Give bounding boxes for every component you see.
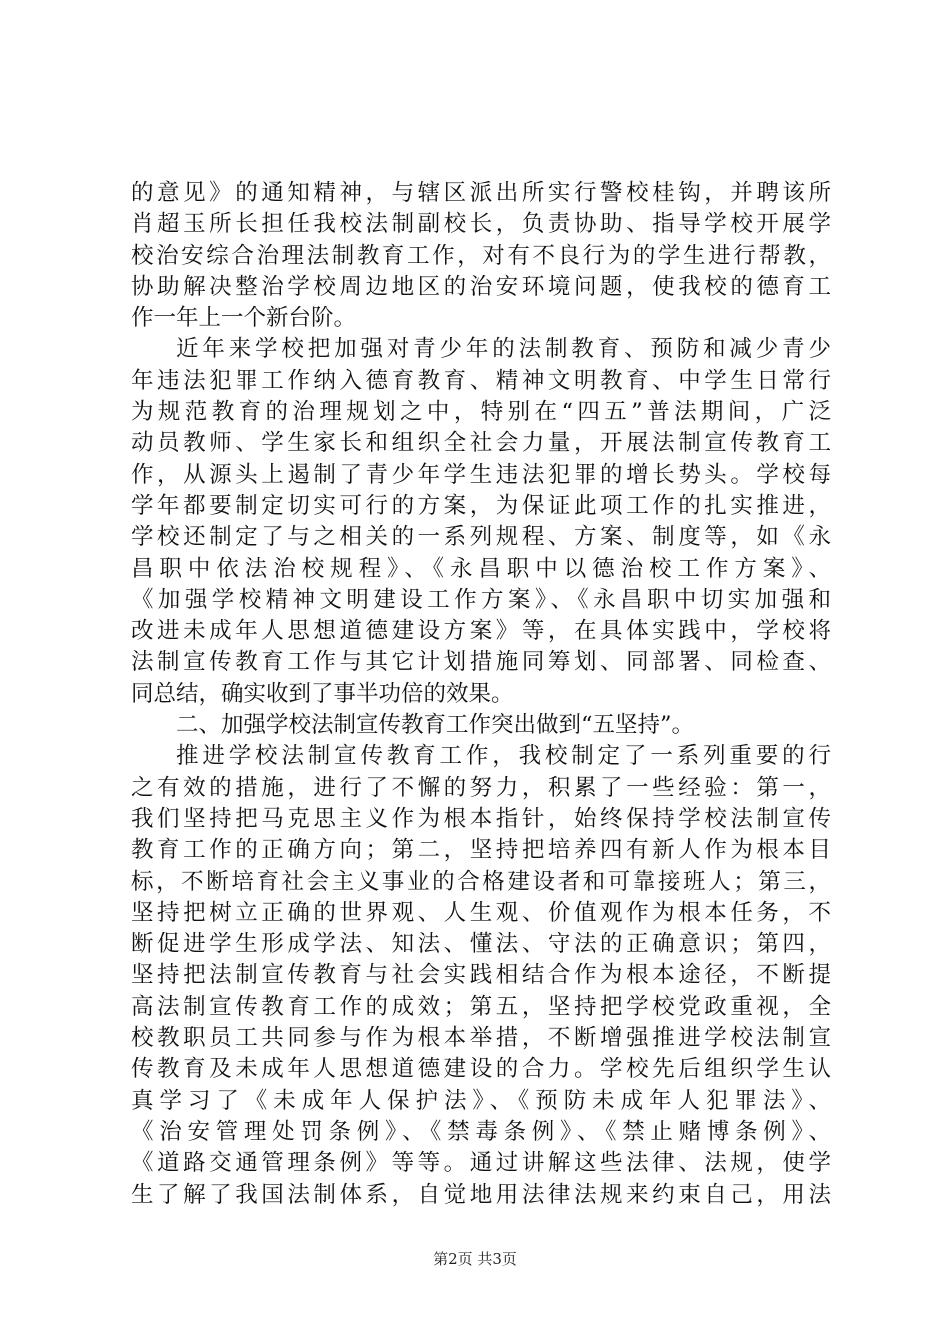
text-line: 真学习了《未成年人保护法》、《预防未成年人犯罪法》、 <box>131 1087 831 1114</box>
page-footer: 第2页 共3页 <box>433 1250 517 1268</box>
text-line: 昌职中依法治校规程》、《永昌职中以德治校工作方案》、 <box>131 555 831 582</box>
text-line: 改进未成年人思想道德建设方案》等，在具体实践中，学校将 <box>131 618 831 645</box>
text-line: 动员教师、学生家长和组织全社会力量，开展法制宣传教育工 <box>131 430 831 457</box>
text-line: 校教职员工共同参与作为根本举措，不断增强推进学校法制宣 <box>131 1025 831 1052</box>
text-line: 近年来学校把加强对青少年的法制教育、预防和减少青少 <box>176 336 831 363</box>
text-line: 学年都要制定切实可行的方案，为保证此项工作的扎实推进， <box>131 492 831 519</box>
text-line: 《加强学校精神文明建设工作方案》、《永昌职中切实加强和 <box>131 586 831 613</box>
text-line: 法制宣传教育工作与其它计划措施同筹划、同部署、同检查、 <box>131 649 831 676</box>
text-line: 同总结，确实收到了事半功倍的效果。 <box>131 680 514 707</box>
text-line: 断促进学生形成学法、知法、懂法、守法的正确意识；第四， <box>131 931 831 958</box>
text-line: 校治安综合治理法制教育工作，对有不良行为的学生进行帮教， <box>131 242 831 269</box>
text-line: 作，从源头上遏制了青少年学生违法犯罪的增长势头。学校每 <box>131 461 831 488</box>
text-line: 学校还制定了与之相关的一系列规程、方案、制度等，如《永 <box>131 524 831 551</box>
text-line: 《道路交通管理条例》等等。通过讲解这些法律、法规，使学 <box>131 1150 831 1177</box>
text-line: 生了解了我国法制体系，自觉地用法律法规来约束自己，用法 <box>131 1181 831 1208</box>
text-line: 标，不断培育社会主义事业的合格建设者和可靠接班人；第三， <box>131 868 831 895</box>
text-line: 《治安管理处罚条例》、《禁毒条例》、《禁止赌博条例》、 <box>131 1118 831 1145</box>
text-line: 二、加强学校法制宣传教育工作突出做到“五坚持”。 <box>176 712 695 739</box>
text-line: 作一年上一个新台阶。 <box>131 305 357 332</box>
text-line: 坚持把树立正确的世界观、人生观、价值观作为根本任务，不 <box>131 899 831 926</box>
text-line: 肖超玉所长担任我校法制副校长，负责协助、指导学校开展学 <box>131 211 831 238</box>
text-line: 协助解决整治学校周边地区的治安环境问题，使我校的德育工 <box>131 273 831 300</box>
text-line: 为规范教育的治理规划之中，特别在“四五”普法期间，广泛 <box>131 399 831 426</box>
document-body <box>131 178 831 1211</box>
text-line: 的意见》的通知精神，与辖区派出所实行警校桂钩，并聘该所 <box>131 180 831 206</box>
text-line: 坚持把法制宣传教育与社会实践相结合作为根本途径，不断提 <box>131 962 831 989</box>
text-line: 年违法犯罪工作纳入德育教育、精神文明教育、中学生日常行 <box>131 367 831 394</box>
text-line: 教育工作的正确方向；第二，坚持把培养四有新人作为根本目 <box>131 837 831 864</box>
text-line: 我们坚持把马克思主义作为根本指针，始终保持学校法制宣传 <box>131 805 831 832</box>
text-line: 之有效的措施，进行了不懈的努力，积累了一些经验：第一， <box>131 774 831 801</box>
text-line: 高法制宣传教育工作的成效；第五，坚持把学校党政重视，全 <box>131 993 831 1020</box>
text-line: 传教育及未成年人思想道德建设的合力。学校先后组织学生认 <box>131 1056 831 1083</box>
text-line: 推进学校法制宣传教育工作，我校制定了一系列重要的行 <box>176 743 831 770</box>
